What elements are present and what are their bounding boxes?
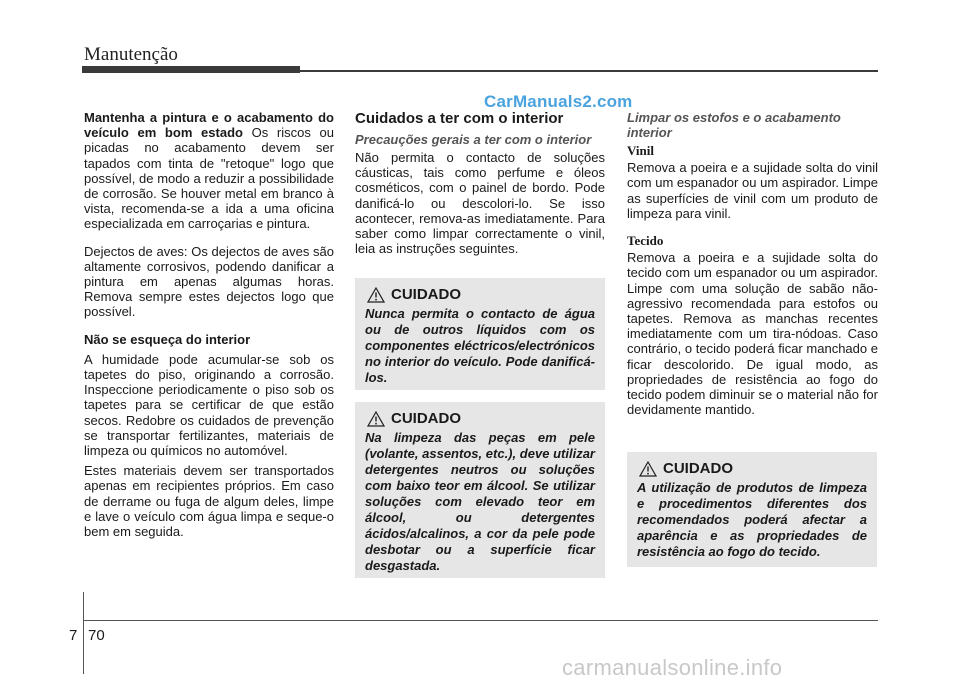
paragraph-vinyl: Remova a poeira e a sujidade solta do vinil com um espanador ou um aspirador. Limpe as superfícies de vinil com um produto de limpeza para vinil. (627, 160, 878, 221)
column-left (84, 110, 334, 539)
paragraph-humidity: A humidade pode acumular-se sob os tapetes do piso, originando a corrosão. Inspeccione periodicamente o piso sob os tapetes para se certificar de que estão secos. Redobre os cuidados de prevenção se transportar fertilizantes, materiais de limpeza ou químicos no automóvel. (84, 351, 334, 459)
caution-title: CUIDADO (663, 460, 733, 477)
caution-box-electrical (355, 278, 605, 390)
paragraph-caustic-solutions: Não permita o contacto de soluções cáusticas, tais como perfume e óleos cosméticos, com o painel de bordo. Pode danificá-lo ou descolori-lo. Se isso acontecer, remova-as imediatamente. Para saber como limpar correctamente o vinil, leia as instruções seguintes. (355, 150, 605, 257)
paragraph-paint (84, 110, 334, 232)
paragraph-materials: Estes materiais devem ser transportados apenas em recipientes próprios. Em caso de derrame ou fuga de algum deles, limpe e lave o veículo com água limpa e seque-o bem em seguida. (84, 463, 334, 540)
header-rule (300, 70, 878, 72)
column-middle (355, 110, 605, 256)
warning-triangle-icon (367, 287, 385, 303)
caution-text: A utilização de produtos de limpeza e procedimentos diferentes dos recomendados poderá afectar a aparência e as propriedades de resistência ao fogo do tecido. (637, 480, 867, 559)
page-header-title: Manutenção (84, 44, 178, 65)
subheading-upholstery: Limpar os estofos e o acabamento interior (627, 110, 841, 140)
chapter-number: 7 (69, 627, 78, 644)
paragraph-paint-heading: Mantenha a pintura e o acabamento do veículo em bom estado (84, 110, 334, 141)
caution-text: Nunca permita o contacto de água ou de outros líquidos com os componentes eléctricos/electrónicos no interior do veículo. Pode danificá-los. (365, 306, 595, 385)
header-bar-thick (82, 66, 300, 73)
footer-horizontal-rule (83, 620, 878, 621)
paragraph-bird-droppings: Dejectos de aves: Os dejectos de aves são altamente corrosivos, podendo danificar a pintura em apenas algumas horas. Remova sempre estes dejectos logo que possível. (84, 243, 334, 320)
caution-title: CUIDADO (391, 410, 461, 427)
paragraph-fabric: Remova a poeira e a sujidade solta do tecido com um espanador ou um aspirador. Limpe com uma solução de sabão não-agressivo recomendada para estofos ou tapetes. Remova as manchas recentes imediatamente com um tira-nódoas. Caso contrário, o tecido poderá ficar manchado e ficar descolorido. De igual modo, as propriedades de resistência ao fogo do tecido podem diminuir se o material não for devidamente mantido. (627, 250, 878, 418)
subheading-general-precautions: Precauções gerais a ter com o interior (355, 132, 592, 147)
heading-fabric: Tecido (627, 233, 664, 249)
paragraph-paint-text: Os riscos ou picadas no acabamento devem ser tapados com tinta de "retoque" logo que possível, de modo a reduzir a possibilidade de corrosão. Se houver metal em branco à vista, recomenda-se a ida a uma oficina especializada em carroçarias e pintura. (84, 125, 334, 232)
caution-title: CUIDADO (391, 286, 461, 303)
column-right (627, 110, 878, 417)
heading-interior: Não se esqueça do interior (84, 331, 251, 347)
watermark-bottom[interactable]: carmanualsonline.info (562, 655, 783, 680)
caution-box-fabric (627, 452, 877, 567)
caution-text: Na limpeza das peças em pele (volante, assentos, etc.), deve utilizar detergentes neutros ou soluções com baixo teor em álcool. Se utilizar soluções com elevado teor em álcool, ou detergentes ácidos/alcalinos, a cor da pele pode desbotar ou a superfície ficar desgastada. (365, 430, 595, 573)
page-number: 70 (88, 627, 105, 644)
footer-vertical-rule (83, 592, 84, 674)
warning-triangle-icon (639, 461, 657, 477)
warning-triangle-icon (367, 411, 385, 427)
heading-vinyl: Vinil (627, 143, 654, 158)
watermark-top[interactable]: CarManuals2.com (484, 92, 633, 111)
section-heading-interior-care: Cuidados a ter com o interior (355, 110, 564, 127)
caution-box-leather (355, 402, 605, 578)
